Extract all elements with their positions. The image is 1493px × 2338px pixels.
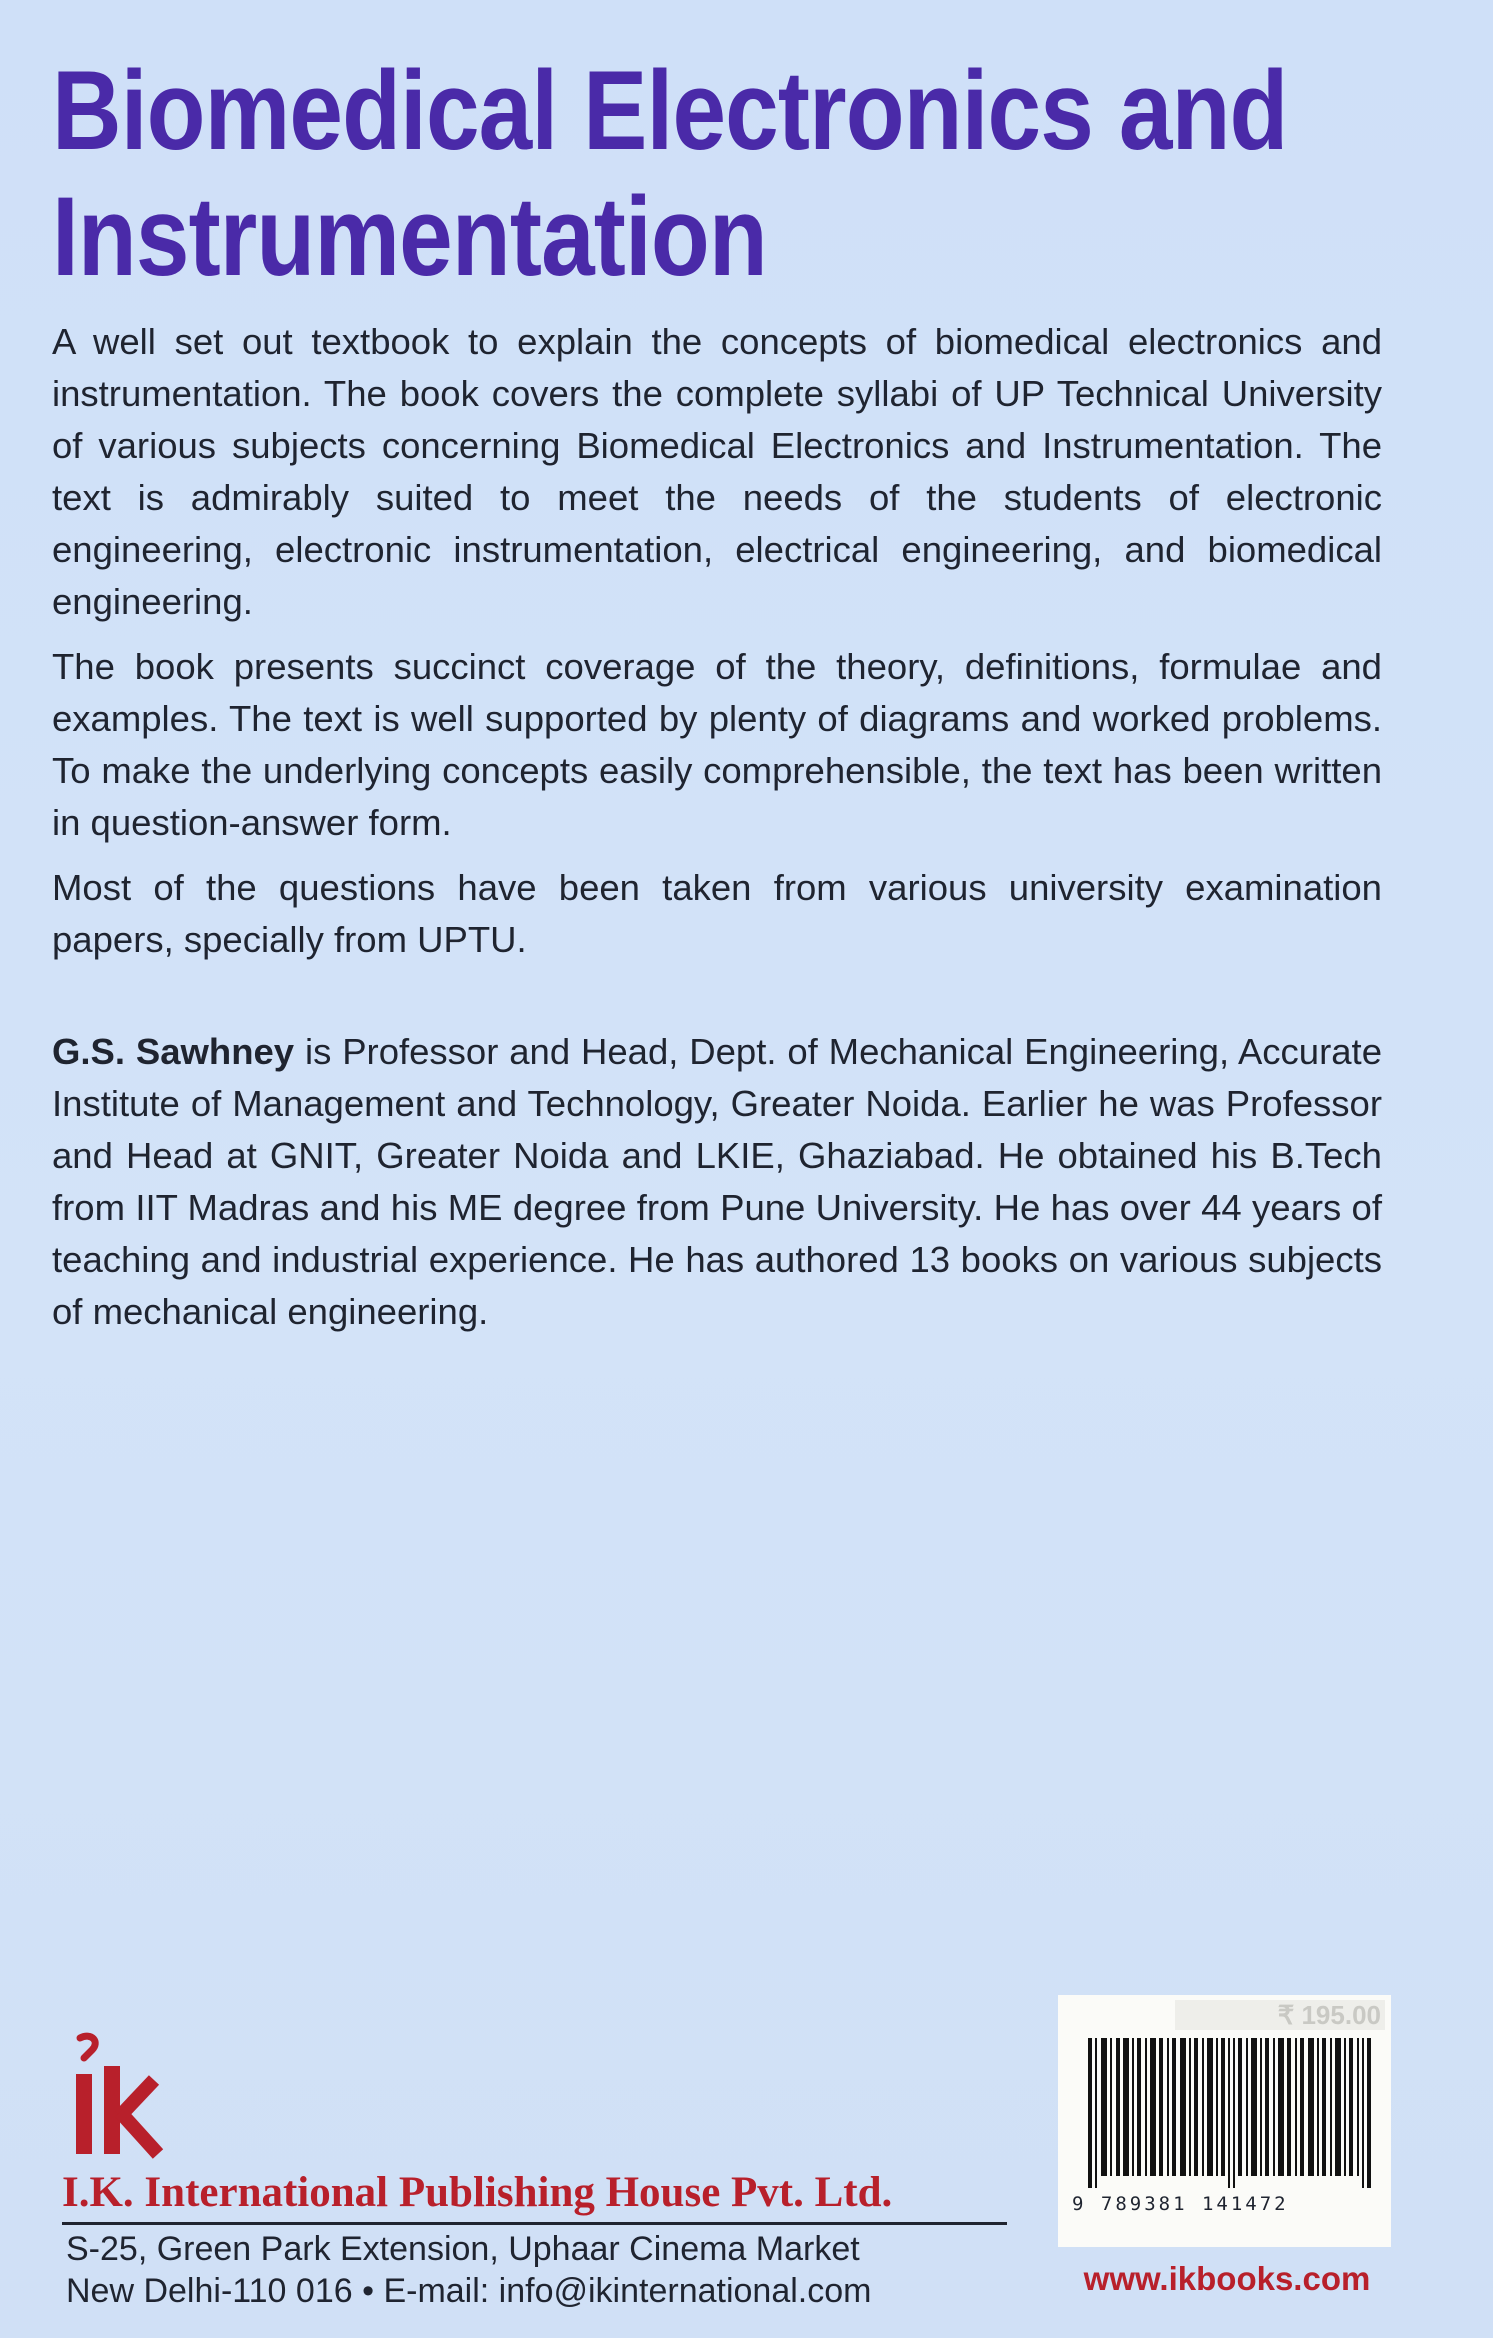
blurb	[52, 316, 1382, 1351]
barcode-icon	[1088, 2038, 1378, 2188]
price-sticker: ₹ 195.00	[1175, 2000, 1385, 2030]
blurb-paragraph-3: Most of the questions have been taken from various university examination papers, specially from UPTU.	[52, 867, 1382, 960]
blurb-paragraph-2: The book presents succinct coverage of the theory, definitions, formulae and examples. The text is well supported by plenty of diagrams and worked problems. To make the underlying concepts easily comprehensible, the text has been written in question-answer form.	[52, 646, 1382, 843]
publisher-logo-icon	[62, 2032, 172, 2162]
author-name: G.S. Sawhney	[52, 1031, 295, 1072]
blurb-paragraph-1: A well set out textbook to explain the concepts of biomedical electronics and instrumentation. The book covers the complete syllabi of UP Technical University of various subjects concerning Biomedical Electronics and Instrumentation. The text is admirably suited to meet the needs of the students of electronic engineering, electronic instrumentation, electrical engineering, and biomedical engineering.	[52, 321, 1382, 622]
publisher-divider	[62, 2222, 1007, 2225]
publisher-address-line-2: New Delhi-110 016 • E-mail: info@ikinternational.com	[66, 2272, 872, 2310]
publisher-name: I.K. International Publishing House Pvt. Ltd.	[62, 2169, 893, 2216]
title-line-2: Instrumentation	[52, 174, 767, 299]
publisher-website: www.ikbooks.com	[1083, 2260, 1371, 2297]
author-bio-text: is Professor and Head, Dept. of Mechanical Engineering, Accurate Institute of Management and Technology, Greater Noida. Earlier he was Professor and Head at GNIT, Greater Noida and LKIE, Ghaziabad. He obtained his B.Tech from IIT Madras and his ME degree from Pune University. He has over 44 years of teaching and industrial experience. He has authored 13 books on various subjects of mechanical engineering.	[52, 1031, 1382, 1332]
publisher-address-line-1: S-25, Green Park Extension, Uphaar Cinema Market	[66, 2230, 860, 2268]
book-title	[52, 48, 1288, 300]
barcode-digits: 9 789381 141472	[1072, 2193, 1289, 2215]
author-bio	[52, 1026, 1382, 1338]
title-line-1: Biomedical Electronics and	[52, 48, 1288, 173]
